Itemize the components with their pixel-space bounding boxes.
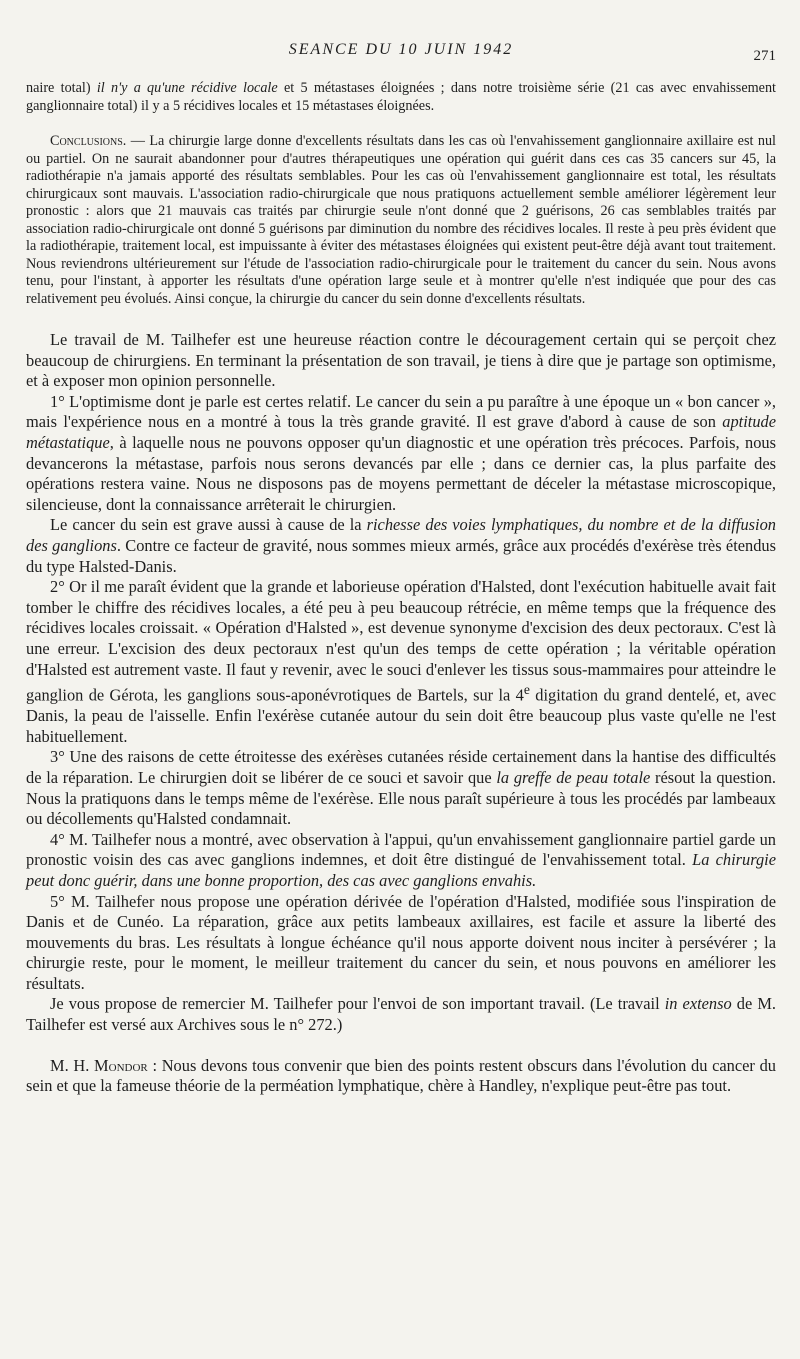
text-run: naire total) — [26, 80, 97, 96]
text-run: : Nous devons tous convenir que bien des points restent obscurs dans l'évolution du cancer du sein et que la fameuse théorie de la perméation lymphatique, chère à Handley, n'explique peut-être pas tout. — [26, 1055, 776, 1096]
text-run: Je vous propose de remercier M. Tailhefer pour l'envoi de son important travail. (Le travail — [50, 994, 665, 1014]
text-run: — La chirurgie large donne d'excellents résultats dans les cas où l'envahissement ganglionnaire axillaire est nul ou partiel. On ne saurait abandonner pour d'autres thérapeutiques une opération qui guérit dans ces cas 35 cancers sur 45, la radiothérapie n'a jamais apporté des résultats semblables. Pour les cas où l'envahissement ganglionnaire est total, les résultats chirurgicaux sont mauvais. L'association radio-chirurgicale que nous pratiquons actuellement semble améliorer légèrement leur pronostic : alors que 21 mauvais cas traités par chirurgie seule n'ont donné que 2 guérisons, 26 cas semblables traités par association radio-chirurgicale ont donné 5 guérisons par diminution du nombre des récidives locales. Il reste à peu près évident que la radiothérapie, traitement local, est impuissante à éviter des métastases éloignées qui existent peut-être déjà avant tout traitement. Nous reviendrons ultérieurement sur l'étude de l'association radio-chirurgicale pour le traitement du cancer du sein. Nous avons tenu, pour l'instant, à apporter les résultats d'une opération large seule et à montrer qu'elle n'est indiquée que pour des cas relativement peu évolués. Ainsi conçue, la chirurgie du cancer du sein donne d'excellents résultats. — [26, 133, 776, 307]
italic-text: il n'y a qu'une récidive locale — [96, 80, 278, 96]
text-run: . Contre ce facteur de gravité, nous sommes mieux armés, grâce aux procédés d'exérèse très étendus du type Halsted-Danis. — [26, 535, 776, 576]
paragraph-mondor-remark — [26, 1056, 776, 1097]
paragraph-point-5 — [26, 892, 776, 995]
text-run: 4° M. Tailhefer nous a montré, avec observation à l'appui, qu'un envahissement ganglionnaire partiel garde un pronostic voisin des cas avec ganglions indemnes, et doit être distingué de l'envahissement total. — [26, 829, 776, 870]
paragraph-point-2 — [26, 577, 776, 747]
paragraph-point-3 — [26, 747, 776, 829]
text-run: M. H. — [50, 1055, 95, 1075]
text-run: 5° M. Tailhefer nous propose une opération dérivée de l'opération d'Halsted, modifiée sous l'inspiration de Danis et de Cunéo. La réparation, grâce aux petits lambeaux axillaires, est facile et assure la liberté des mouvements du bras. Les résultats à longue échéance qu'il nous apporte doivent nous inciter à persévérer ; la chirurgie reste, pour le moment, le meilleur traitement du cancer du sein, et nous pouvons en améliorer les résultats. — [26, 891, 776, 993]
text-run: digitation du grand dentelé, et, avec Danis, la peau de l'aisselle. Enfin l'exérèse cutanée autour du sein doit être beaucoup plus vaste qu'elle ne l'est habituellement. — [26, 685, 776, 746]
page-number: 271 — [753, 48, 776, 64]
paragraph-proposal — [26, 994, 776, 1035]
small-caps-text: Conclusions. — [50, 133, 127, 149]
text-run: 3° Une des raisons de cette étroitesse des exérèses cutanées réside certainement dans la hantise des difficultés de la réparation. Le chirurgien doit se libérer de ce souci et savoir que — [26, 747, 776, 787]
italic-text: in extenso — [664, 994, 732, 1014]
text-run: , à laquelle nous ne pouvons opposer qu'un diagnostic et une opération très précoces. Parfois, nous devancerons la métastase, parfois nous serons devancés par elle ; dans ce dernier cas, la plus parfaite des opérations restera vaine. Nous ne disposons pas de moyens permettant de déceler la métastase microscopique, silencieuse, dont la connaissance arrêterait le chirurgien. — [26, 432, 776, 514]
paragraph-report-intro — [26, 330, 776, 392]
small-caps-text: Mondor — [94, 1055, 148, 1075]
text-run: 2° Or il me paraît évident que la grande et laborieuse opération d'Halsted, dont l'exécution habituelle avait fait tomber le chiffre des récidives locales, a été peu à peu beaucoup rétrécie, en même temps que la fréquence des récidives locales croissait. « Opération d'Halsted », est devenue synonyme d'excision des deux pectoraux. C'est là une erreur. L'excision des deux pectoraux n'est qu'un des temps de cette opération ; la véritable opération d'Halsted est autrement vaste. Il faut y revenir, avec le souci d'enlever les tissus sous-mammaires pour atteindre le ganglion de Gérota, les ganglions sous-aponévrotiques de Bartels, sur la 4 — [26, 577, 776, 705]
text-run: Le travail de M. Tailhefer est une heureuse réaction contre le découragement certain qui se perçoit chez beaucoup de chirurgiens. En terminant la présentation de son travail, je tiens à dire que je partage son optimisme, et à exposer mon opinion personnelle. — [26, 330, 776, 391]
superscript: e — [523, 682, 530, 698]
italic-text: richesse des voies lymphatiques, du nombre et de la diffusion des ganglions — [26, 515, 776, 555]
paragraph-point-1-continued — [26, 515, 776, 577]
italic-text: aptitude métastatique — [26, 412, 776, 452]
text-run: résout la question. Nous la pratiquons dans le temps même de l'exérèse. Elle nous paraît supérieure à tous les procédés par lambeaux ou décollements qu'Halsted condamnait. — [26, 767, 776, 829]
text-run: 1° L'optimisme dont je parle est certes relatif. Le cancer du sein a pu paraître à une époque un « bon cancer », mais l'expérience nous en a montré à tous la très grande gravité. Il est grave d'abord à cause de son — [26, 391, 776, 432]
paragraph-point-4 — [26, 830, 776, 892]
paragraph-conclusions — [26, 133, 776, 308]
italic-text: La chirurgie peut donc guérir, dans une bonne proportion, des cas avec ganglions envahis. — [26, 850, 777, 890]
text-run: et 5 métastases éloignées ; dans notre troisième série (21 cas avec envahissement ganglionnaire total) il y a 5 récidives locales et 15 métastases éloignées. — [26, 80, 776, 114]
paragraph-continuation — [26, 80, 776, 115]
paragraph-point-1 — [26, 392, 776, 516]
text-run: de M. Tailhefer est versé aux Archives sous le n° 272.) — [26, 994, 776, 1035]
text-run: Le cancer du sein est grave aussi à cause de la — [50, 515, 367, 535]
page-header — [26, 40, 776, 80]
italic-text: la greffe de peau totale — [496, 767, 651, 787]
running-head: SEANCE DU 10 JUIN 1942 — [288, 41, 514, 58]
